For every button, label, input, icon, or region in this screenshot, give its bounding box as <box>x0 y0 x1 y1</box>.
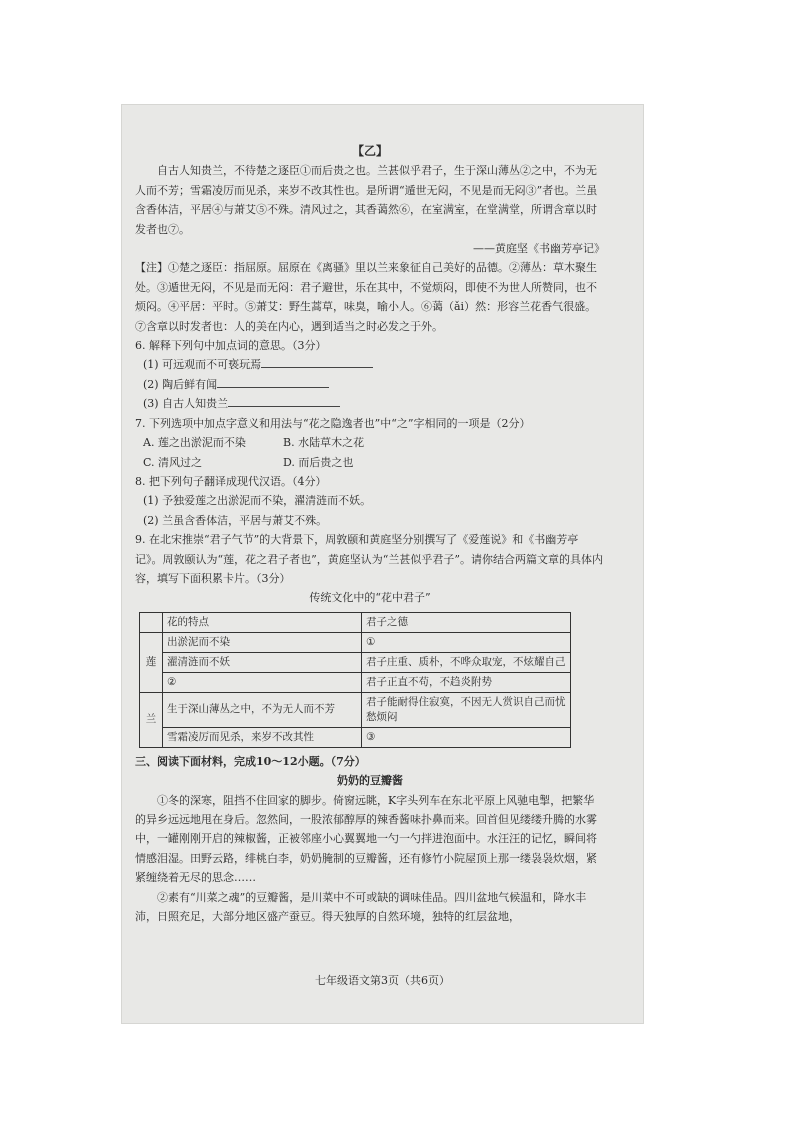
table-row <box>140 672 571 692</box>
table-cell: 君子能耐得住寂寞，不因无人赏识自己而忧愁烦闷 <box>362 692 571 727</box>
question-6-item: (3) 自古人知贵兰 <box>135 394 605 413</box>
question-6-stem: 6. 解释下列句中加点词的意思。（3分） <box>135 339 327 353</box>
table-row <box>140 727 571 747</box>
question-9-stem: 9. 在北宋推崇“君子气节”的大背景下，周敦颐和黄庭坚分别撰写了《爱莲说》和《书幽芳亭记》。周敦颐认为“莲，花之君子者也”，黄庭坚认为“兰甚似乎君子”。请你结合两篇文章的具体内容，填写下面积累卡片。（3分） <box>135 533 603 585</box>
table-row <box>140 692 571 727</box>
question-7-stem: 7. 下列选项中加点字意义和用法与“花之隐逸者也”中“之”字相同的一项是（2分） <box>135 416 531 430</box>
table-header: 君子之德 <box>362 612 571 632</box>
story-paragraph: ①冬的深寒，阻挡不住回家的脚步。倚窗远眺，K字头列车在东北平原上风驰电掣，把繁华的异乡远远地甩在身后。忽然间，一股浓郁醇厚的辣香酱味扑鼻而来。回首但见缕缕升腾的水雾中，一罐刚刚开启的辣椒酱，正被邻座小心翼翼地一勺一勺拌进泡面中。水汪汪的记忆，瞬间将情感泪湿。田野云路，绯桃白李，奶奶腌制的豆瓣酱，还有修竹小院屋顶上那一缕袅袅炊烟，紧紧缠绕着无尽的思念…… <box>135 793 597 885</box>
page-content <box>135 142 605 926</box>
passage-notes: 【注】①楚之逐臣：指屈原。屈原在《离骚》里以兰来象征自己美好的品德。②薄丛：草木聚生处。③遁世无闷，不见是而无闷：君子避世，乐在其中，不觉烦闷，即使不为世人所赞同，也不烦闷。④平居：平时。⑤萧艾：野生蒿草，味臭，喻小人。⑥蔼（ǎi）然：形容兰花香气很盛。⑦含章以时发者也：人的美在内心，遇到适当之时必发之于外。 <box>135 261 597 333</box>
page-footer: 七年级语文第3页（共6页） <box>315 974 450 987</box>
exam-page <box>121 104 644 1024</box>
card-title: 传统文化中的“花中君子” <box>309 591 431 605</box>
answer-blank[interactable] <box>217 375 329 388</box>
option-b[interactable]: B. 水陆草木之花 <box>283 436 365 450</box>
answer-cell[interactable]: ③ <box>362 727 571 747</box>
answer-blank[interactable] <box>228 394 340 407</box>
question-8-item: (1) 予独爱莲之出淤泥而不染，濯清涟而不妖。 <box>143 494 372 508</box>
table-cell: 雪霜凌厉而见杀，来岁不改其性 <box>163 727 362 747</box>
option-c[interactable]: C. 清风过之 <box>143 455 203 469</box>
option-a[interactable]: A. 莲之出淤泥而不染 <box>143 436 246 450</box>
table-cell: 君子正直不苟，不趋炎附势 <box>362 672 571 692</box>
answer-cell[interactable]: ② <box>163 672 362 692</box>
section-title-yi: 【乙】 <box>351 144 388 158</box>
passage-paragraph: 自古人知贵兰，不待楚之逐臣①而后贵之也。兰甚似乎君子，生于深山薄丛②之中，不为无人而不芳；雪霜凌厉而见杀，来岁不改其性也。是所谓“遁世无闷，不见是而无闷③”者也。兰虽含香体洁，平居④与萧艾⑤不殊。清风过之，其香蔼然⑥，在室满室，在堂满堂，所谓含章以时发者也⑦。 <box>135 164 598 236</box>
orchid-label: 兰 <box>140 692 163 747</box>
answer-cell[interactable]: ① <box>362 632 571 652</box>
answer-blank[interactable] <box>261 355 373 368</box>
question-8-stem: 8. 把下列句子翻译成现代汉语。（4分） <box>135 474 327 488</box>
question-6-item: (1) 可远观而不可亵玩焉 <box>135 355 605 374</box>
table-cell: 濯清涟而不妖 <box>163 652 362 672</box>
story-paragraph: ②素有“川菜之魂”的豆瓣酱，是川菜中不可或缺的调味佳品。四川盆地气候温和，降水丰沛，日照充足，大部分地区盛产蚕豆。得天独厚的自然环境，独特的红层盆地， <box>135 890 587 923</box>
accumulation-card-table <box>139 612 571 748</box>
lotus-label: 莲 <box>140 632 163 692</box>
section-3-heading: 三、阅读下面材料，完成10～12小题。（7分） <box>135 754 366 768</box>
question-7-options <box>135 433 605 472</box>
option-d[interactable]: D. 而后贵之也 <box>283 455 354 469</box>
table-header: 花的特点 <box>163 612 362 632</box>
passage-source: ——黄庭坚《书幽芳亭记》 <box>473 242 605 256</box>
table-row <box>140 652 571 672</box>
table-cell: 君子庄重、质朴，不哗众取宠，不炫耀自己 <box>362 652 571 672</box>
table-cell: 出淤泥而不染 <box>163 632 362 652</box>
table-row <box>140 632 571 652</box>
story-title: 奶奶的豆瓣酱 <box>337 774 403 788</box>
table-cell: 生于深山薄丛之中，不为无人而不芳 <box>163 692 362 727</box>
table-header-row <box>140 612 571 632</box>
question-6-item: (2) 陶后鲜有闻 <box>135 375 605 394</box>
question-8-item: (2) 兰虽含香体洁，平居与萧艾不殊。 <box>143 513 328 527</box>
